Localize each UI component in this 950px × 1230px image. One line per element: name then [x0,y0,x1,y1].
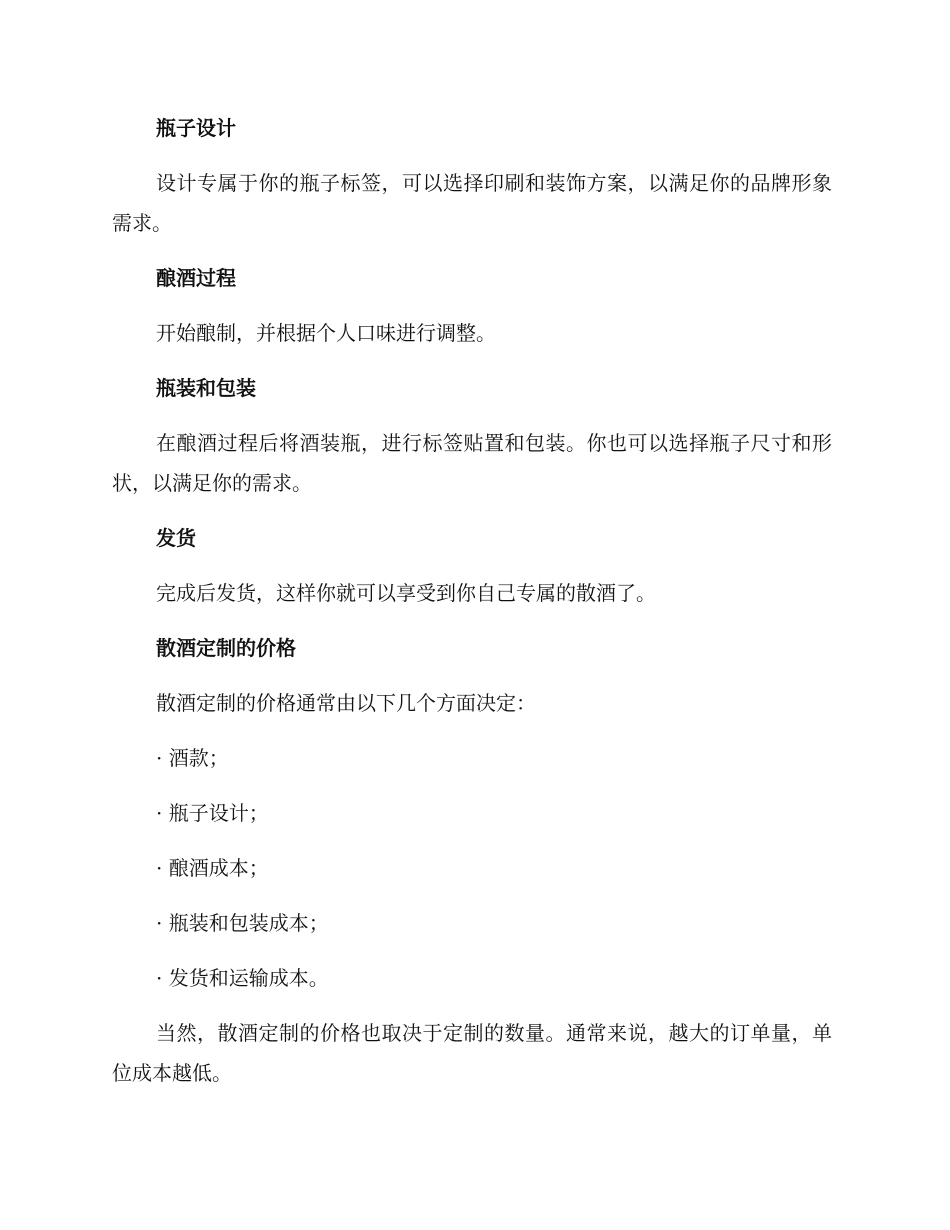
paragraph-bottle-design: 设计专属于你的瓶子标签，可以选择印刷和装饰方案，以满足你的品牌形象需求。 [112,171,832,235]
section-heading-pricing: 散酒定制的价格 [156,636,296,660]
list-item-shipping-cost: · 发货和运输成本。 [156,966,329,990]
list-item-brewing-cost: · 酿酒成本； [156,856,269,880]
section-heading-brewing-process: 酿酒过程 [156,266,236,290]
section-heading-shipping: 发货 [156,526,196,550]
list-item-wine-style: · 酒款； [156,746,229,770]
paragraph-pricing-quantity: 当然，散酒定制的价格也取决于定制的数量。通常来说，越大的订单量，单位成本越低。 [112,1021,832,1085]
document-body [112,108,832,1108]
list-item-packaging-cost: · 瓶装和包装成本； [156,911,329,935]
section-heading-bottling-packaging: 瓶装和包装 [156,376,256,400]
paragraph-pricing-intro: 散酒定制的价格通常由以下几个方面决定： [156,691,536,715]
section-heading-bottle-design: 瓶子设计 [156,116,236,140]
list-item-bottle-design: · 瓶子设计； [156,801,269,825]
paragraph-shipping: 完成后发货，这样你就可以享受到你自己专属的散酒了。 [156,581,656,605]
paragraph-brewing-process: 开始酿制，并根据个人口味进行调整。 [156,321,496,345]
paragraph-bottling-packaging: 在酿酒过程后将酒装瓶，进行标签贴置和包装。你也可以选择瓶子尺寸和形状，以满足你的需求。 [112,431,832,495]
